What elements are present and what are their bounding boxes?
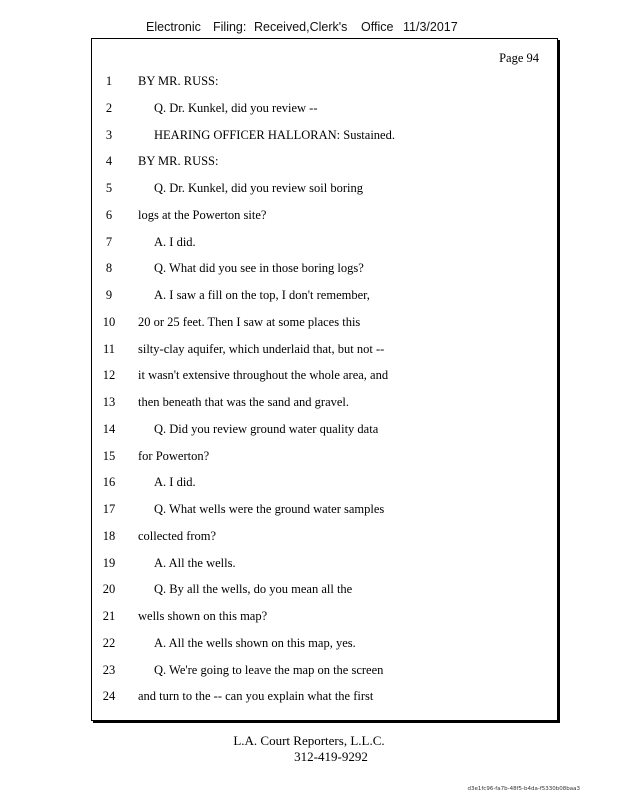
- transcript-line: [92, 367, 557, 383]
- transcript-line: [92, 635, 557, 651]
- line-number: 19: [102, 555, 116, 570]
- line-number: 20: [102, 582, 116, 597]
- line-text: BY MR. RUSS:: [138, 154, 219, 169]
- reporter-phone: 312-419-9292: [294, 749, 368, 764]
- line-number: 5: [105, 181, 113, 195]
- transcript-line: [92, 394, 557, 410]
- transcript-line: [92, 421, 557, 437]
- line-text: A. I saw a fill on the top, I don't remember,: [154, 288, 370, 302]
- line-number: 14: [102, 421, 116, 436]
- transcript-line: [92, 448, 557, 464]
- transcript-line: [92, 662, 557, 678]
- line-number: 6: [105, 207, 113, 222]
- line-text: Q. We're going to leave the map on the screen: [154, 662, 384, 677]
- line-text: wells shown on this map?: [138, 609, 268, 623]
- line-text: A. All the wells shown on this map, yes.: [154, 635, 356, 650]
- stamp-filing: Filing:: [213, 20, 247, 34]
- transcript-line: [92, 73, 557, 89]
- line-number: 9: [105, 288, 113, 302]
- line-text: it wasn't extensive throughout the whole area, and: [138, 368, 389, 383]
- line-text: A. All the wells.: [154, 555, 236, 570]
- stamp-received: Received,Clerk's: [254, 20, 348, 34]
- line-number: 15: [102, 448, 116, 463]
- line-number: 23: [102, 662, 116, 677]
- line-text: silty-clay aquifer, which underlaid that, but not --: [138, 341, 385, 356]
- transcript-line: [92, 207, 557, 223]
- line-text: Q. What wells were the ground water samples: [154, 502, 385, 516]
- stamp-electronic: Electronic: [146, 20, 201, 34]
- line-number: 12: [102, 368, 116, 383]
- line-number: 24: [102, 689, 116, 704]
- line-text: collected from?: [138, 528, 217, 543]
- line-text: BY MR. RUSS:: [138, 74, 219, 88]
- transcript-line: [92, 314, 557, 330]
- document-id: d3e1fc96-fa7b-48f5-b4da-f5330b08baa3: [467, 786, 580, 792]
- line-number: 13: [102, 395, 116, 409]
- transcript-line: [92, 474, 557, 490]
- transcript-line: [92, 341, 557, 357]
- line-text: Q. Did you review ground water quality data: [154, 421, 379, 436]
- transcript-lines: [92, 39, 557, 720]
- line-number: 11: [102, 341, 116, 356]
- line-text: 20 or 25 feet. Then I saw at some places this: [138, 314, 361, 329]
- transcript-line: [92, 180, 557, 196]
- filing-stamp: [0, 20, 618, 38]
- line-text: logs at the Powerton site?: [138, 207, 267, 222]
- line-number: 7: [105, 234, 113, 249]
- line-text: Q. Dr. Kunkel, did you review soil boring: [154, 181, 364, 195]
- line-number: 3: [105, 127, 113, 142]
- line-text: Q. Dr. Kunkel, did you review --: [154, 100, 318, 115]
- page-footer: [0, 733, 618, 765]
- line-text: Q. By all the wells, do you mean all the: [154, 582, 353, 597]
- line-text: then beneath that was the sand and gravel.: [138, 395, 350, 409]
- line-number: 8: [105, 261, 113, 276]
- line-number: 18: [102, 528, 116, 543]
- page-number: Page 94: [499, 51, 539, 65]
- transcript-line: [92, 153, 557, 169]
- transcript-line: [92, 688, 557, 704]
- line-number: 22: [102, 635, 116, 650]
- line-number: 10: [102, 314, 116, 329]
- transcript-page: [91, 38, 558, 721]
- transcript-line: [92, 234, 557, 250]
- transcript-line: [92, 555, 557, 571]
- reporter-company: L.A. Court Reporters, L.L.C.: [233, 733, 385, 748]
- stamp-office: Office: [361, 20, 394, 34]
- transcript-line: [92, 501, 557, 517]
- line-number: 2: [105, 100, 113, 115]
- line-number: 17: [102, 502, 116, 516]
- line-text: Q. What did you see in those boring logs?: [154, 261, 364, 276]
- transcript-line: [92, 287, 557, 303]
- line-text: and turn to the -- can you explain what the first: [138, 689, 374, 704]
- transcript-line: [92, 260, 557, 276]
- transcript-line: [92, 528, 557, 544]
- line-number: 4: [105, 154, 113, 169]
- line-text: HEARING OFFICER HALLORAN: Sustained.: [154, 127, 395, 142]
- transcript-line: [92, 581, 557, 597]
- line-text: A. I did.: [154, 234, 196, 249]
- transcript-line: [92, 608, 557, 624]
- transcript-line: [92, 127, 557, 143]
- line-number: 1: [105, 74, 113, 88]
- line-number: 16: [102, 475, 116, 490]
- line-number: 21: [102, 609, 116, 623]
- transcript-line: [92, 100, 557, 116]
- line-text: for Powerton?: [138, 448, 210, 463]
- stamp-date: 11/3/2017: [403, 20, 458, 34]
- line-text: A. I did.: [154, 475, 196, 490]
